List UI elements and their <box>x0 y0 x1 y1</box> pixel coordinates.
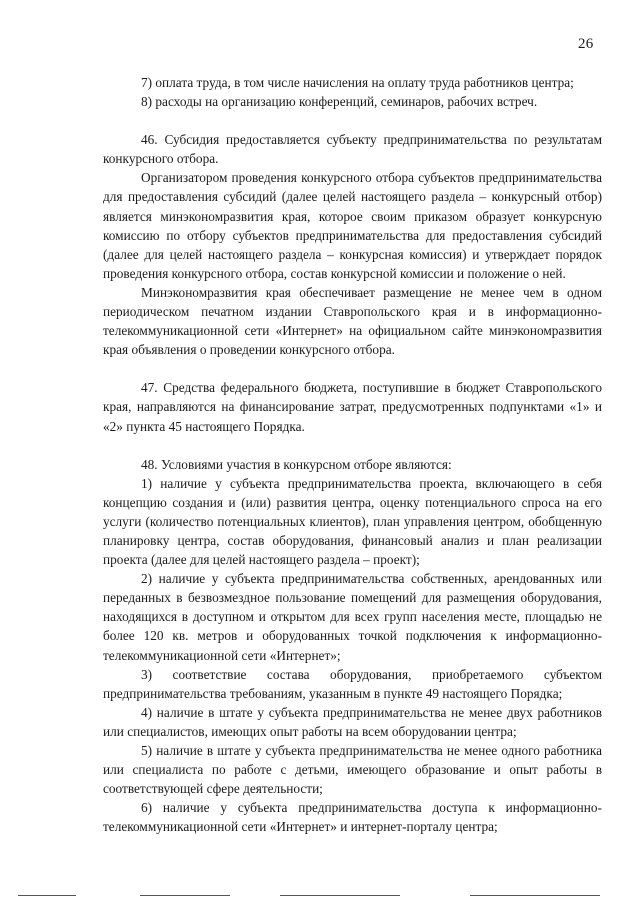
paragraph-48-condition-5: 5) наличие в штате у субъекта предпринимательства не менее одного работника или специалиста по работе с детьми, имеющего образование и опыт работы в соответствующей сфере деятельности; <box>103 743 602 797</box>
paragraph-47: 47. Средства федерального бюджета, поступившие в бюджет Ставропольского края, направляются на финансирование затрат, предусмотренных подпунктами «1» и «2» пункта 45 настоящего Порядка. <box>103 380 602 434</box>
paragraph-item-8: 8) расходы на организацию конференций, семинаров, рабочих встреч. <box>141 94 538 110</box>
page-number: 26 <box>578 36 594 52</box>
footer-rule <box>280 895 400 896</box>
paragraph-46: 46. Субсидия предоставляется субъекту предпринимательства по результатам конкурсного отбора. <box>103 132 602 167</box>
paragraph-item-7: 7) оплата труда, в том числе начисления на оплату труда работников центра; <box>141 75 574 90</box>
paragraph-48-condition-2: 2) наличие у субъекта предпринимательства собственных, арендованных или переданных в безвозмездное пользование помещений для размещения оборудования, находящихся в доступном и открытом для всех групп населения месте, площадью не более 120 кв. метров и оборудованных точкой подключения к информационно-телекоммуникационной сети «Интернет»; <box>103 571 602 663</box>
scan-footer-rules <box>0 885 640 905</box>
footer-rule <box>18 895 76 896</box>
paragraph-48-condition-1: 1) наличие у субъекта предпринимательства проекта, включающего в себя концепцию создания и (или) развития центра, оценку потенциального спроса на его услуги (количество потенциальных клиентов), план управления центром, обобщенную планировку центра, состав оборудования, финансовый анализ и план реализации проекта (далее для целей настоящего раздела – проект); <box>103 475 602 568</box>
paragraph-48-condition-3: 3) соответствие состава оборудования, приобретаемого субъектом предпринимательства требованиям, указанным в пункте 49 настоящего Порядка; <box>103 666 602 701</box>
paragraph-48: 48. Условиями участия в конкурсном отборе являются: <box>141 456 452 472</box>
footer-rule <box>140 895 230 896</box>
paragraph-48-condition-6: 6) наличие у субъекта предпринимательства доступа к информационно-телекоммуникационной сети «Интернет» и интернет-порталу центра; <box>103 800 602 835</box>
paragraph-48-condition-4: 4) наличие в штате у субъекта предпринимательства не менее двух работников или специалистов, имеющих опыт работы на всем оборудовании центра; <box>103 704 602 739</box>
document-body <box>103 73 602 836</box>
footer-rule <box>470 895 600 896</box>
paragraph-46-organizer: Организатором проведения конкурсного отбора субъектов предпринимательства для предоставления субсидий (далее целей настоящего раздела – конкурсный отбор) является минэкономразвития края, которое своим приказом образует конкурсную комиссию по отбору субъектов предпринимательства для предоставления субсидий (далее для целей настоящего раздела – конкурсная комиссия) и утверждает порядок проведения конкурсного отбора, состав конкурсной комиссии и положение о ней. <box>103 170 602 281</box>
paragraph-46-publication: Минэкономразвития края обеспечивает размещение не менее чем в одном периодическом печатном издании Ставропольского края и в информационно-телекоммуникационной сети «Интернет» на официальном сайте минэкономразвития края объявления о проведении конкурсного отбора. <box>103 284 602 358</box>
